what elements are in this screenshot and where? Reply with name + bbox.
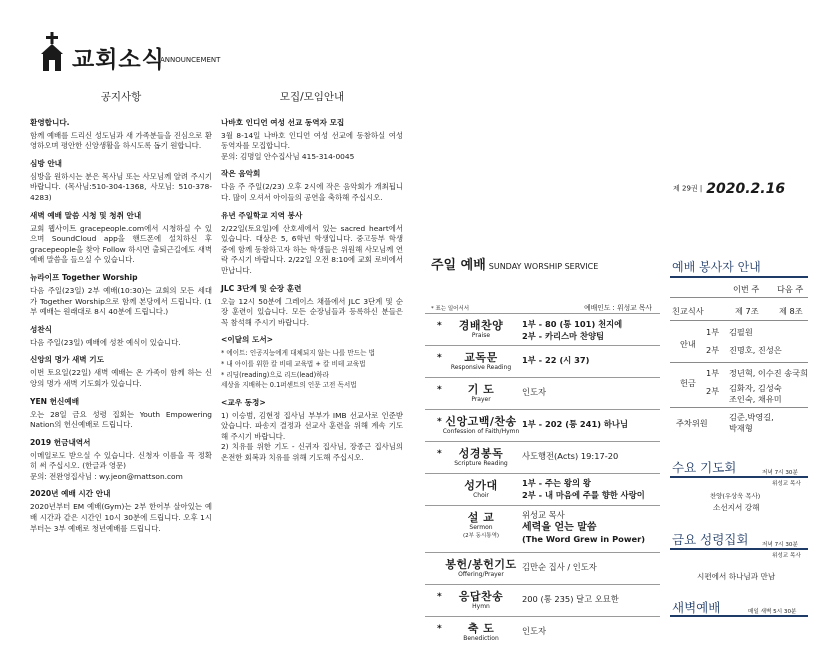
notice-article [30,324,212,349]
order-name-note: (2부 동시통역) [462,533,500,539]
order-detail: 1부 - 80 (통 101) 천지에 [522,319,623,329]
notices-column [30,92,212,540]
worship-title-ko: 주일 예배 [431,258,486,273]
service-parking-label: 주차위원 [676,418,708,428]
notice-article [30,354,212,389]
standing-mark: * [437,417,442,427]
notice-title: 환영합니다. [30,117,70,127]
order-name: 기 도 [467,383,495,396]
order-row [425,441,660,472]
notice-article [30,396,212,431]
notice-article [30,488,212,534]
order-detail: 인도자 [522,387,547,397]
recruit-title: 유년 주일학교 지역 봉사 [221,210,303,220]
notice-body: 심방을 원하시는 분은 목사님 또는 사모님께 알려 주시기 바랍니다. (목사님:510-304-1368, 사모님: 510-378-4283) [30,171,212,202]
wednesday-title: 수요 기도회 [672,460,737,475]
order-name: 신앙고백/찬송 [445,415,517,428]
notice-body: 2020년부터 EM 예배(Gym)는 2부 한어부 살아있는 예배 시간과 같은 시간인 10시 30분에 드립니다. 오후 1시부터는 3부 예배로 청년예배를 드립니다. [30,502,212,533]
service-host-label: 친교식사 [672,306,704,316]
recruit-heading: 모집/모임안내 [279,91,345,103]
service-host-next: 제 8조 [779,306,803,316]
order-name-en: Offering/Prayer [458,571,504,578]
order-name-en: Responsive Reading [450,364,512,371]
notice-body: 함께 예배를 드리신 성도님과 새 가족분들을 진심으로 환영하오며 평안한 신앙생활을 하시도록 돕기 원합니다. [30,130,212,151]
recruit-article [221,334,403,390]
issue-number: 제 29권 | [673,184,703,193]
order-row [425,377,660,408]
order-detail: 위성교 목사 [522,510,565,520]
standing-mark: * [437,624,442,634]
order-detail: 1부 - 주는 왕의 왕 [522,478,591,488]
standing-mark: * [437,353,442,363]
service-divider [670,297,808,298]
service-divider [670,276,808,278]
order-name: 경배찬양 [458,319,504,332]
service-part: 1부 [706,368,720,378]
dawn-time: 매일 새벽 5시 30분 [748,609,797,615]
wednesday-divider [670,476,808,478]
order-row [425,345,660,376]
sermon-title: 세력을 얻는 말씀 [522,521,597,533]
notice-article [30,210,212,266]
standing-mark: * [437,592,442,602]
order-name-en: Hymn [472,603,490,610]
friday-title: 금요 성령집회 [672,532,749,547]
notice-title: 성찬식 [30,324,53,334]
recruit-title: 나바호 인디언 여성 선교 동역자 모집 [221,117,345,127]
worship-title [431,254,598,273]
notice-body: 다음 주일(23일) 예배에 성찬 예식이 있습니다. [30,337,181,347]
order-row [425,505,660,551]
standing-mark: * [437,449,442,459]
order-row [425,473,660,504]
service-host-this: 제 7조 [735,306,759,316]
notice-body: 이메일로도 받으실 수 있습니다. 신청자 이름을 꼭 정확히 써 주십시오. (한글과 영문) [30,450,212,471]
notice-body: 다음 주일(23일) 2부 예배(10:30)는 교회의 모든 세대가 Together Worship으로 함께 본당에서 드립니다. (1부 예배는 원래대로 8시 40분에 드립니다.) [30,285,212,317]
notice-title: 2019 헌금내역서 [30,437,91,447]
order-name: 성가대 [464,479,498,492]
sermon-title-en: (The Word Grew in Power) [522,533,646,544]
standing-mark: * [437,385,442,395]
order-name-en: Confession of Faith/Hymn [442,428,520,435]
recruit-article [221,397,403,464]
service-part: 1부 [706,327,720,337]
service-offering-label: 헌금 [680,378,696,388]
worship-title-en: SUNDAY WORSHIP SERVICE [488,262,599,271]
notice-title: YEN 헌신예배 [30,396,80,406]
order-detail: 1부 - 22 (시 37) [522,355,590,365]
notices-heading: 공지사항 [100,91,142,103]
notice-body: 이번 토요일(22일) 새벽 예배는 온 가족이 함께 하는 신앙의 명가 새벽 기도회가 있습니다. [30,368,212,388]
issue-date: 2020.2.16 [706,180,786,197]
notice-title: 심방 안내 [30,158,62,168]
service-names: 김필원 [729,327,753,337]
recruit-column [221,92,403,470]
worship-leader: 예배인도 : 위성교 목사 [584,304,652,312]
order-row [425,584,660,615]
recruit-title: JLC 3단계 및 순장 훈련 [221,283,302,293]
order-detail: 인도자 [522,626,547,636]
recruit-contact: 문의: 김명일 안수집사님 415-314-0045 [221,151,355,161]
notice-article [30,272,212,318]
order-name: 교독문 [464,351,498,364]
service-names: 김화자, 김성숙 조인숙, 채유미 [729,383,782,404]
recruit-body: * 에이트: 인공지능에게 대체되지 않는 나를 만드는 법 * 내 아이를 위한 칼 비테 교육법 + 칼 비테 교육법 * 리딩(reading)으로 리드(lead)하라 세상을 지배하는 0.1퍼센트의 인문 고전 독서법 [221,349,375,390]
recruit-article [221,210,403,277]
notice-title: 뉴라이프 Together Worship [30,272,138,282]
order-name-en: Scripture Reading [454,460,508,467]
recruit-title: <교우 동정> [221,397,266,407]
notice-body: 오는 28일 금요 성령 집회는 Youth Empowering Nation의 헌신예배로 드립니다. [30,409,212,430]
notice-body: 교회 웹사이트 gracepeople.com에서 시청하실 수 있으며 SoundCloud app을 핸드폰에 설치하신 후 gracepeople을 찾아 Follow 하시면 출퇴근길에도 새벽예배 말씀을 들으실 수 있습니다. [30,223,212,265]
dawn-title: 새벽예배 [672,600,721,615]
notice-title: 2020년 예배 시간 안내 [30,489,111,499]
recruit-body: 1) 이승범, 김현정 집사님 부부가 IMB 선교사로 인준받았습니다. 파송지 결정과 선교사 훈련을 위해 계속 기도해 주시기 바랍니다. 2) 치유를 위한 기도 - 신귀자 집사님, 장종근 집사님의 온전한 회복과 치유를 위해 기도해 주십시오. [221,410,403,463]
order-detail: 김만순 집사 / 인도자 [522,562,597,572]
recruit-title: <이달의 도서> [221,335,274,345]
order-row [425,552,660,583]
standing-note: * 표는 일어서서 [431,306,470,312]
order-detail: 사도행전(Acts) 19:17-20 [522,451,619,461]
order-name: 응답찬송 [458,590,504,603]
order-name: 성경봉독 [458,447,504,460]
service-col-next: 다음 주 [777,284,804,294]
service-guide-label: 안내 [680,339,696,349]
order-name-en: Choir [473,492,489,499]
wednesday-leader: 위성교 목사 [772,481,801,487]
notice-article [30,437,212,483]
service-divider [670,320,808,321]
order-detail: 1부 - 202 (통 241) 하나님 [522,419,628,429]
order-name: 축 도 [467,622,495,635]
service-divider [670,407,808,408]
service-part: 2부 [706,386,720,396]
recruit-body: 오늘 12시 50분에 그레이스 채플에서 JLC 3단계 및 순장 훈련이 있습니다. 모든 순장님들과 등록하신 분들은 꼭 참석해 주시기 바랍니다. [221,296,403,327]
order-detail: 2부 - 내 마음에 주를 향한 사랑이 [522,489,645,500]
order-name-en: Sermon [469,524,493,531]
page-subtitle: ANNOUNCEMENT [160,56,221,64]
service-names: 정년혁, 이수진 송국희 [729,368,808,378]
order-name-en: Praise [471,332,491,339]
order-name: 설 교 [467,511,495,524]
church-icon [38,32,66,72]
service-title: 예배 봉사자 안내 [672,260,761,274]
recruit-article [221,117,403,163]
order-detail: 200 (통 235) 달고 오묘한 [522,594,619,604]
order-row [425,616,660,645]
notice-title: 신앙의 명가 새벽 기도 [30,355,104,365]
order-detail: 2부 - 카리스마 찬양팀 [522,330,605,341]
dawn-divider [670,615,808,617]
issue-info [673,178,785,197]
recruit-article [221,168,403,203]
standing-mark: * [437,321,442,331]
notice-title: 새벽 예배 말씀 시청 및 청취 안내 [30,210,142,220]
wednesday-line: 소선지서 강해 [713,503,760,512]
friday-divider [670,548,808,550]
notice-article [30,117,212,152]
wednesday-line: 찬양(우상욱 목사) [710,492,761,500]
friday-line: 시편에서 하나님과 만남 [697,572,776,581]
service-divider [670,362,808,363]
order-name-en: Prayer [471,396,491,403]
notice-contact: 문의: 전완영집사님 : wy.jeon@mattson.com [30,471,183,481]
friday-leader: 위성교 목사 [772,553,801,559]
recruit-title: 작은 음악회 [221,169,261,179]
order-name-en: Benediction [463,635,499,642]
order-name: 봉헌/봉헌기도 [445,558,517,571]
service-names: 진명호, 진성은 [729,345,782,355]
service-part: 2부 [706,345,720,355]
service-parking-names: 김준,박영길, 박재형 [729,412,774,433]
service-col-this: 이번 주 [733,284,760,294]
order-row [425,313,660,344]
wednesday-time: 저녁 7시 30분 [762,470,798,476]
recruit-article [221,283,403,329]
recruit-body: 3월 8-14일 나바호 인디언 여성 선교에 동참하실 여성 동역자를 모집합니다. [221,130,403,151]
friday-time: 저녁 7시 30분 [762,542,798,548]
page-title: 교회소식 [72,47,165,73]
recruit-body: 2/22일(토요일)에 산호세에서 있는 sacred heart에서 있습니다. 대상은 5, 6학년 학생입니다. 중고등부 학생 중에 함께 동참하고자 하는 학생들은 위원해 사모님께 연락 주시기 바랍니다. 2/22일 오전 8:10에 교회 로비에서 만납니다. [221,223,403,275]
notice-article [30,158,212,204]
recruit-body: 다음 주 주일(2/23) 오후 2시에 작은 음악회가 개최됩니다. 많이 오셔서 아이들의 공연을 축하해 주십시오. [221,182,403,202]
order-row [425,409,660,440]
